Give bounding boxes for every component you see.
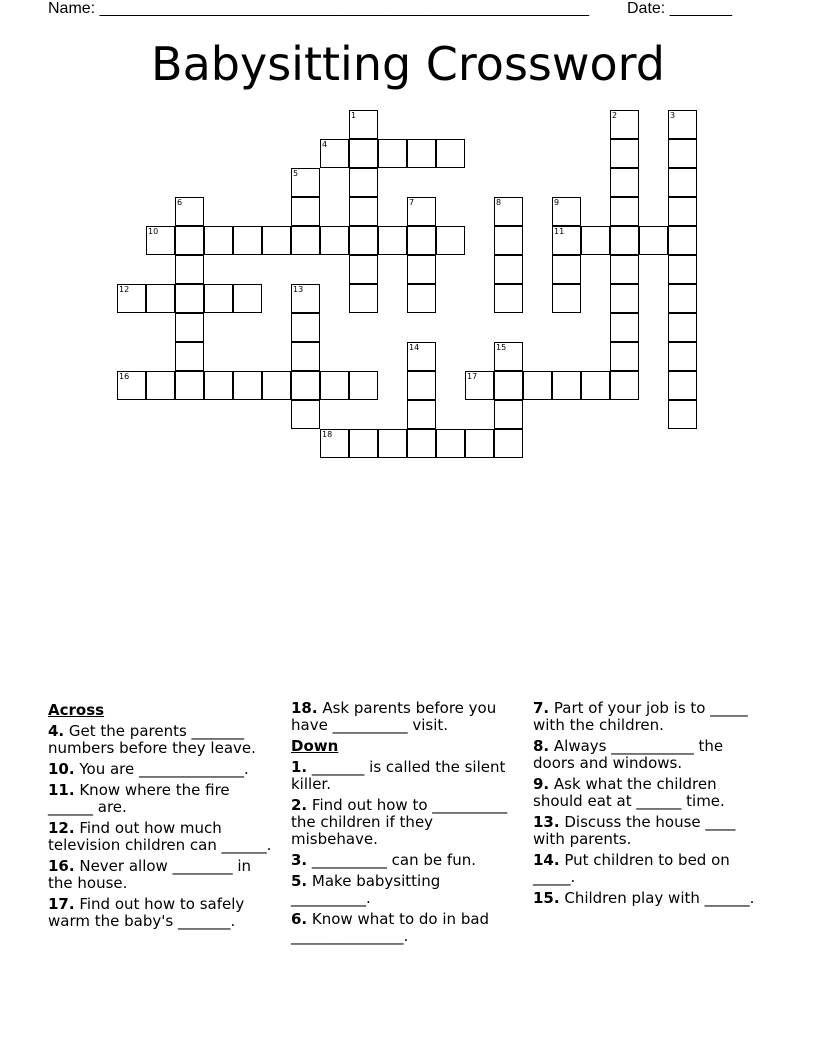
clue <box>291 852 519 869</box>
date-field[interactable]: Date: _______ <box>627 0 732 17</box>
cell-number: 9 <box>554 198 560 207</box>
grid-cell[interactable] <box>668 400 697 429</box>
across-clue-list <box>48 723 276 930</box>
grid-cell[interactable] <box>494 400 523 429</box>
grid-cell[interactable] <box>291 342 320 371</box>
grid-cell[interactable] <box>610 168 639 197</box>
clue-text: Children play with ______. <box>559 889 755 907</box>
clue-number: 15. <box>533 889 560 907</box>
cell-number: 18 <box>322 430 333 439</box>
grid-cell[interactable] <box>407 139 436 168</box>
grid-cell[interactable] <box>436 139 465 168</box>
clue <box>291 873 519 907</box>
grid-cell[interactable] <box>233 226 262 255</box>
across-clue-list-continued <box>291 700 519 734</box>
grid-cell[interactable] <box>610 139 639 168</box>
grid-cell[interactable] <box>175 371 204 400</box>
cell-number: 2 <box>612 111 618 120</box>
grid-cell[interactable] <box>436 429 465 458</box>
clue-number: 16. <box>48 857 75 875</box>
clue-text: You are ______________. <box>74 760 249 778</box>
down-clue-list-continued <box>533 700 765 907</box>
crossword-grid <box>0 0 816 470</box>
grid-cell[interactable] <box>552 197 581 226</box>
grid-cell[interactable] <box>465 371 494 400</box>
down-heading: Down <box>291 737 339 755</box>
clue-number: 4. <box>48 722 65 740</box>
clue <box>291 911 519 945</box>
grid-cell[interactable] <box>610 313 639 342</box>
cell-number: 15 <box>496 343 507 352</box>
clue <box>533 890 765 907</box>
grid-cell[interactable] <box>320 139 349 168</box>
grid-cell[interactable] <box>407 400 436 429</box>
clue-number: 7. <box>533 699 550 717</box>
grid-cell[interactable] <box>668 197 697 226</box>
grid-cell[interactable] <box>668 110 697 139</box>
grid-cell[interactable] <box>349 197 378 226</box>
clue-number: 10. <box>48 760 75 778</box>
clue-text: _______ is called the silent killer. <box>291 758 506 793</box>
clue <box>48 761 276 778</box>
grid-cell[interactable] <box>494 284 523 313</box>
grid-cell[interactable] <box>407 371 436 400</box>
grid-cell[interactable] <box>610 255 639 284</box>
grid-cell[interactable] <box>552 371 581 400</box>
clue-number: 5. <box>291 872 308 890</box>
clue <box>533 700 765 734</box>
grid-cell[interactable] <box>349 284 378 313</box>
clue-number: 6. <box>291 910 308 928</box>
clue-text: Find out how to __________ the children if they misbehave. <box>291 796 508 848</box>
clue-number: 9. <box>533 775 550 793</box>
grid-cell[interactable] <box>175 342 204 371</box>
grid-cell[interactable] <box>291 313 320 342</box>
clue <box>533 814 765 848</box>
grid-cell[interactable] <box>523 371 552 400</box>
grid-cell[interactable] <box>639 226 668 255</box>
clue-text: Ask what the children should eat at ______ time. <box>533 775 725 810</box>
cell-number: 14 <box>409 343 420 352</box>
cell-number: 13 <box>293 285 304 294</box>
cell-number: 11 <box>554 227 565 236</box>
grid-cell[interactable] <box>146 284 175 313</box>
grid-cell[interactable] <box>349 255 378 284</box>
page-title: Babysitting Crossword <box>151 37 665 91</box>
grid-cell[interactable] <box>407 429 436 458</box>
grid-cell[interactable] <box>610 110 639 139</box>
down-clue-list <box>291 759 519 945</box>
grid-cell[interactable] <box>610 342 639 371</box>
grid-cell[interactable] <box>668 226 697 255</box>
grid-cell[interactable] <box>146 371 175 400</box>
grid-cell[interactable] <box>494 371 523 400</box>
clue <box>533 738 765 772</box>
grid-cell[interactable] <box>610 197 639 226</box>
grid-cell[interactable] <box>291 284 320 313</box>
grid-cell[interactable] <box>175 255 204 284</box>
grid-cell[interactable] <box>552 226 581 255</box>
grid-cell[interactable] <box>349 139 378 168</box>
clue-text: Find out how to safely warm the baby's _______. <box>48 895 245 930</box>
clue <box>533 776 765 810</box>
grid-cell[interactable] <box>494 255 523 284</box>
grid-cell[interactable] <box>146 226 175 255</box>
grid-cell[interactable] <box>262 371 291 400</box>
grid-cell[interactable] <box>552 284 581 313</box>
grid-cell[interactable] <box>407 226 436 255</box>
clue <box>48 782 276 816</box>
grid-cell[interactable] <box>494 342 523 371</box>
clue <box>48 858 276 892</box>
grid-cell[interactable] <box>291 226 320 255</box>
grid-cell[interactable] <box>204 284 233 313</box>
grid-cell[interactable] <box>349 226 378 255</box>
clue <box>291 700 519 734</box>
grid-cell[interactable] <box>407 255 436 284</box>
clue-text: Discuss the house ____ with parents. <box>533 813 736 848</box>
grid-cell[interactable] <box>349 168 378 197</box>
clues-column-1 <box>48 700 276 934</box>
grid-cell[interactable] <box>175 226 204 255</box>
grid-cell[interactable] <box>349 371 378 400</box>
grid-cell[interactable] <box>233 371 262 400</box>
clue-number: 13. <box>533 813 560 831</box>
grid-cell[interactable] <box>610 226 639 255</box>
grid-cell[interactable] <box>407 342 436 371</box>
clue-text: Ask parents before you have __________ visit. <box>291 699 497 734</box>
grid-cell[interactable] <box>349 110 378 139</box>
grid-cell[interactable] <box>378 226 407 255</box>
name-field[interactable]: Name: _______________________________________________________ <box>48 0 589 17</box>
grid-cell[interactable] <box>320 429 349 458</box>
grid-cell[interactable] <box>436 226 465 255</box>
cell-number: 5 <box>293 169 299 178</box>
grid-cell[interactable] <box>610 284 639 313</box>
grid-cell[interactable] <box>291 371 320 400</box>
clues-column-3 <box>533 700 765 911</box>
clue-number: 11. <box>48 781 75 799</box>
grid-cell[interactable] <box>668 255 697 284</box>
cell-number: 3 <box>670 111 676 120</box>
clue-text: __________ can be fun. <box>307 851 476 869</box>
grid-cell[interactable] <box>233 284 262 313</box>
clues-column-2 <box>291 700 519 949</box>
clue-number: 2. <box>291 796 308 814</box>
clue-text: Put children to bed on _____. <box>533 851 730 886</box>
clue-number: 18. <box>291 699 318 717</box>
cell-number: 1 <box>351 111 357 120</box>
clue-text: Make babysitting __________. <box>291 872 441 907</box>
grid-cell[interactable] <box>407 197 436 226</box>
grid-cell[interactable] <box>465 429 494 458</box>
clue-text: Know what to do in bad _______________. <box>291 910 490 945</box>
cell-number: 4 <box>322 140 328 149</box>
clue-number: 12. <box>48 819 75 837</box>
grid-cell[interactable] <box>320 371 349 400</box>
clue <box>48 723 276 757</box>
grid-cell[interactable] <box>117 371 146 400</box>
cell-number: 10 <box>148 227 159 236</box>
grid-cell[interactable] <box>668 284 697 313</box>
clue <box>48 820 276 854</box>
grid-cell[interactable] <box>175 284 204 313</box>
grid-cell[interactable] <box>494 429 523 458</box>
grid-cell[interactable] <box>349 429 378 458</box>
clue-number: 8. <box>533 737 550 755</box>
clue-number: 3. <box>291 851 308 869</box>
cell-number: 8 <box>496 198 502 207</box>
clue-number: 1. <box>291 758 308 776</box>
clue-number: 14. <box>533 851 560 869</box>
grid-cell[interactable] <box>407 284 436 313</box>
grid-cell[interactable] <box>320 226 349 255</box>
grid-cell[interactable] <box>291 168 320 197</box>
clue-text: Know where the fire ______ are. <box>48 781 230 816</box>
across-heading: Across <box>48 701 105 719</box>
grid-cell[interactable] <box>378 139 407 168</box>
grid-cell[interactable] <box>668 371 697 400</box>
cell-number: 17 <box>467 372 478 381</box>
clue-text: Get the parents _______ numbers before they leave. <box>48 722 256 757</box>
grid-cell[interactable] <box>552 255 581 284</box>
grid-cell[interactable] <box>262 226 291 255</box>
grid-cell[interactable] <box>610 371 639 400</box>
grid-cell[interactable] <box>668 139 697 168</box>
grid-cell[interactable] <box>204 226 233 255</box>
grid-cell[interactable] <box>494 226 523 255</box>
cell-number: 16 <box>119 372 130 381</box>
clue <box>533 852 765 886</box>
grid-cell[interactable] <box>668 342 697 371</box>
clue-number: 17. <box>48 895 75 913</box>
grid-cell[interactable] <box>291 197 320 226</box>
grid-cell[interactable] <box>175 313 204 342</box>
grid-cell[interactable] <box>668 168 697 197</box>
clue-text: Part of your job is to _____ with the children. <box>533 699 748 734</box>
grid-cell[interactable] <box>581 226 610 255</box>
cell-number: 6 <box>177 198 183 207</box>
grid-cell[interactable] <box>378 429 407 458</box>
clue-text: Always ___________ the doors and windows. <box>533 737 724 772</box>
grid-cell[interactable] <box>291 400 320 429</box>
grid-cell[interactable] <box>175 197 204 226</box>
clue <box>291 759 519 793</box>
cell-number: 7 <box>409 198 415 207</box>
grid-cell[interactable] <box>668 313 697 342</box>
grid-cell[interactable] <box>117 284 146 313</box>
clue-text: Never allow ________ in the house. <box>48 857 252 892</box>
clue-text: Find out how much television children can ______. <box>48 819 272 854</box>
cell-number: 12 <box>119 285 130 294</box>
clue <box>291 797 519 848</box>
grid-cell[interactable] <box>581 371 610 400</box>
grid-cell[interactable] <box>494 197 523 226</box>
clue <box>48 896 276 930</box>
grid-cell[interactable] <box>204 371 233 400</box>
